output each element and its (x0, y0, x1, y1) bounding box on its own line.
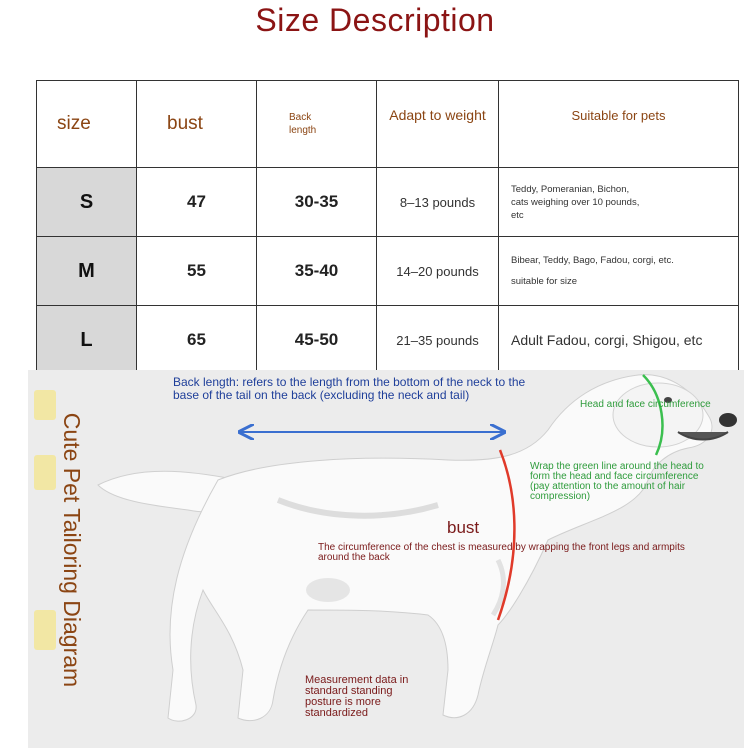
table-row (37, 168, 739, 237)
pets-cell (499, 306, 739, 375)
header-back-line1: Back (289, 112, 312, 123)
head-circumference-label: Head and face circumference (580, 399, 711, 410)
pets-line: cats weighing over 10 pounds, (511, 196, 640, 208)
table-row (37, 237, 739, 306)
side-title: Cute Pet Tailoring Diagram (59, 412, 85, 688)
bust-cell: 47 (137, 168, 257, 237)
table-header-row (37, 81, 739, 168)
back-length-cell: 30-35 (257, 168, 377, 237)
decor-blob (34, 390, 56, 420)
size-table (36, 80, 739, 375)
bust-note: The circumference of the chest is measured by wrapping the front legs and armpits around the back (318, 542, 685, 563)
header-size: size (37, 81, 137, 168)
header-pets: Suitable for pets (499, 81, 739, 168)
bust-cell: 55 (137, 237, 257, 306)
size-cell: S (37, 168, 137, 237)
back-length-cell: 45-50 (257, 306, 377, 375)
back-length-cell: 35-40 (257, 237, 377, 306)
header-weight: Adapt to weight (377, 81, 499, 168)
header-back-line2: length (289, 125, 317, 136)
pets-line (511, 267, 738, 275)
weight-cell: 14–20 pounds (377, 237, 499, 306)
pets-line: Bibear, Teddy, Bago, Fadou, corgi, etc. (511, 255, 674, 266)
pets-line: Teddy, Pomeranian, Bichon, (511, 183, 630, 195)
page-title: Size Description (255, 2, 495, 38)
pets-line: Adult Fadou, corgi, Shigou, etc (511, 331, 703, 348)
header-back-length (257, 81, 377, 168)
pets-cell (499, 237, 739, 306)
posture-note: Measurement data in standard standing posture is more standardized (305, 674, 409, 719)
weight-cell: 8–13 pounds (377, 168, 499, 237)
size-table-wrapper (36, 80, 739, 375)
size-cell: L (37, 306, 137, 375)
bust-cell: 65 (137, 306, 257, 375)
table-row (37, 306, 739, 375)
bust-label: bust (447, 518, 480, 537)
tailoring-diagram (28, 370, 744, 748)
weight-cell: 21–35 pounds (377, 306, 499, 375)
head-circumference-note: Wrap the green line around the head to form the head and face circumference (pay attention to the amount of hair compression) (530, 461, 704, 502)
back-length-note: Back length: refers to the length from the bottom of the neck to the base of the tail on the back (excluding the neck and tail) (173, 375, 526, 402)
pets-line: etc (511, 209, 524, 221)
pets-cell (499, 168, 739, 237)
header-bust: bust (137, 81, 257, 168)
decor-blob (34, 455, 56, 490)
size-cell: M (37, 237, 137, 306)
pets-line: suitable for size (511, 276, 578, 287)
decor-blob (34, 610, 56, 650)
